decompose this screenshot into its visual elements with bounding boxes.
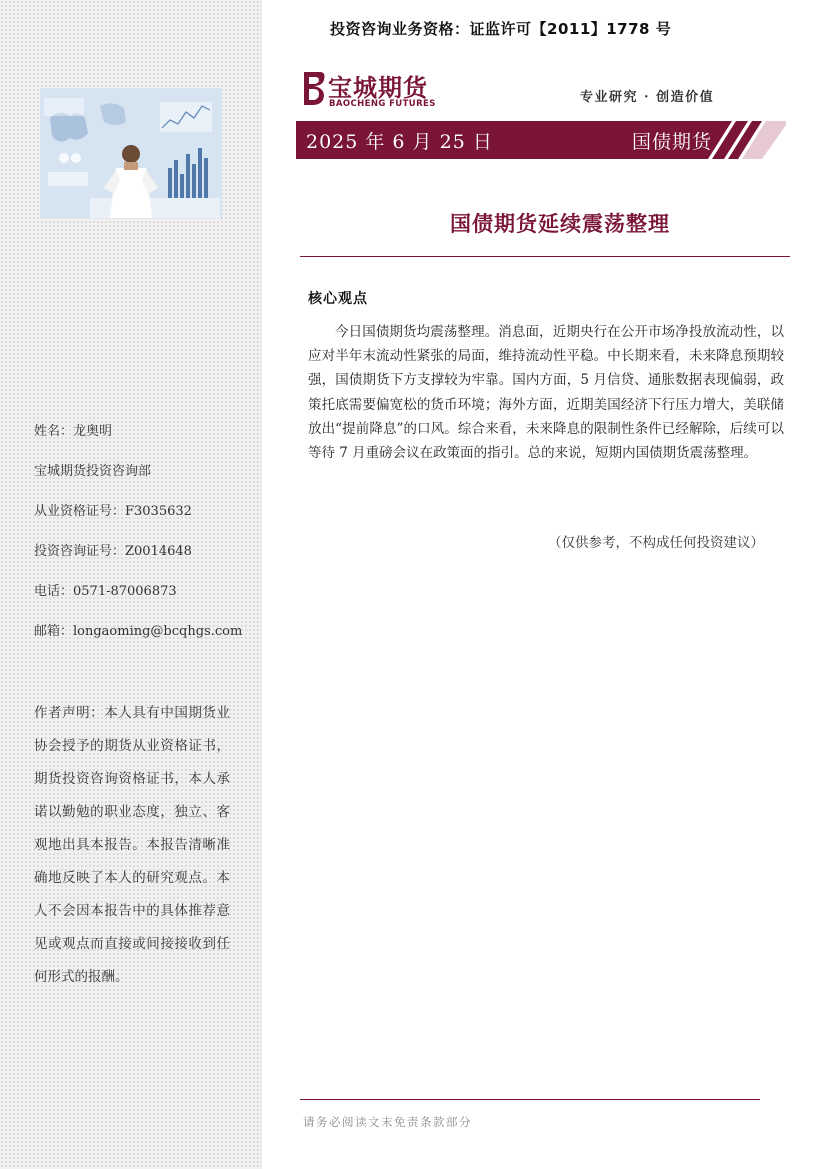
author-consult-no: 投资咨询证号：Z0014648 (34, 544, 192, 559)
author-qualification: 从业资格证号：F3035632 (34, 504, 192, 519)
logo-en: BAOCHENG FUTURES (329, 99, 436, 109)
report-title: 国债期货延续震荡整理 (450, 212, 670, 236)
logo-cn: 宝城期货 (328, 73, 428, 102)
author-email[interactable]: 邮箱：longaoming@bcqhgs.com (34, 624, 243, 639)
title-divider (300, 256, 790, 257)
author-phone: 电话：0571-87006873 (34, 584, 177, 599)
slogan: 专业研究 · 创造价值 (580, 90, 715, 105)
footer-divider (300, 1099, 760, 1100)
author-statement: 作者声明：本人具有中国期货业协会授予的期货从业资格证书，期货投资咨询资格证书，本人承诺以勤勉的职业态度，独立、客观地出具本报告。本报告清晰准确地反映了本人的研究观点。本人不会因本报告中的具体推荐意见或观点而直接或间接接收到任何形式的报酬。 (34, 705, 230, 985)
license-line: 投资咨询业务资格：证监许可【2011】1778 号 (330, 20, 672, 38)
disclaimer: （仅供参考，不构成任何投资建议） (548, 535, 764, 551)
author-name: 姓名：龙奥明 (34, 424, 113, 439)
report-body: 今日国债期货均震荡整理。消息面，近期央行在公开市场净投放流动性，以应对半年末流动性紧张的局面，维持流动性平稳。中长期来看，未来降息预期较强，国债期货下方支撑较为牢靠。国内方面，5 月信贷、通胀数据表现偏弱，政策托底需要偏宽松的货币环境；海外方面，近期美国经济下行压力增大，美联储放出“提前降息”的口风。综合来看，未来降息的限制性条件已经解除，后续可以等待 7 月重磅会议在政策面的指引。总的来说，短期内国债期货震荡整理。 (308, 324, 784, 462)
footer-note: 请务必阅读文末免责条款部分 (303, 1115, 472, 1129)
date-banner (296, 121, 786, 159)
sidebar (0, 0, 262, 1169)
author-dept: 宝城期货投资咨询部 (34, 464, 152, 479)
hero-image (40, 88, 222, 218)
company-logo (298, 68, 438, 112)
report-category: 国债期货 (632, 131, 713, 153)
report-date: 2025 年 6 月 25 日 (306, 131, 493, 153)
businessman-illustration (40, 88, 222, 218)
section-heading: 核心观点 (308, 291, 368, 307)
author-info (34, 422, 244, 662)
logo-mark-icon (298, 68, 328, 108)
